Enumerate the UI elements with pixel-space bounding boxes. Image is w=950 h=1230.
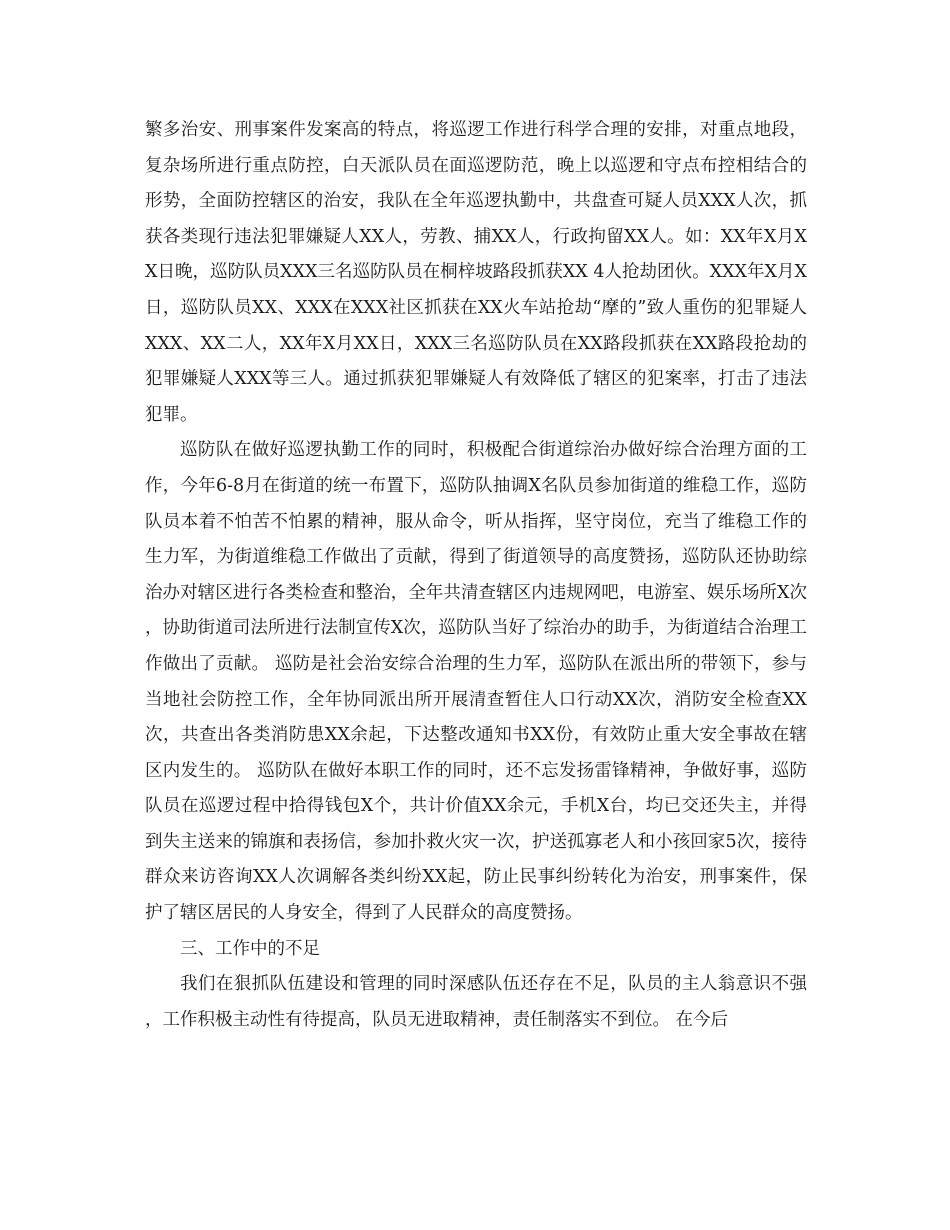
document-body [145, 113, 807, 1038]
paragraph-cooperation-work: 巡防队在做好巡逻执勤工作的同时，积极配合街道综治办做好综合治理方面的工作，今年6-8月在街道的统一布置下，巡防队抽调X名队员参加街道的维稳工作，巡防队员本着不怕苦不怕累的精神，服从命令，听从指挥，坚守岗位，充当了维稳工作的生力军，为街道维稳工作做出了贡献，得到了街道领导的高度赞扬，巡防队还协助综治办对辖区进行各类检查和整治，全年共清查辖区内违规网吧，电游室、娱乐场所X次，协助街道司法所进行法制宣传X次，巡防队当好了综治办的助手，为街道结合治理工作做出了贡献。 巡防是社会治安综合治理的生力军，巡防队在派出所的带领下，参与当地社会防控工作，全年协同派出所开展清查暂住人口行动XX次，消防安全检查XX次，共查出各类消防患XX余起，下达整改通知书XX份，有效防止重大安全事故在辖区内发生的。 巡防队在做好本职工作的同时，还不忘发扬雷锋精神，争做好事，巡防队员在巡逻过程中拾得钱包X个，共计价值XX余元，手机X台，均已交还失主，并得到失主送来的锦旗和表扬信，参加扑救火灾一次，护送孤寡老人和小孩回家5次，接待群众来访咨询XX人次调解各类纠纷XX起，防止民事纠纷转化为治安，刑事案件，保护了辖区居民的人身安全，得到了人民群众的高度赞扬。 [145, 440, 807, 924]
section-heading-shortcomings: 三、工作中的不足 [180, 938, 320, 959]
paragraph-shortcomings: 我们在狠抓队伍建设和管理的同时深感队伍还存在不足，队员的主人翁意识不强，工作积极主动性有待提高，队员无进取精神，责任制落实不到位。 在今后 [145, 974, 807, 1030]
paragraph-patrol-results: 繁多治安、刑事案件发案高的特点，将巡逻工作进行科学合理的安排，对重点地段，复杂场所进行重点防控，白天派队员在面巡逻防范，晚上以巡逻和守点布控相结合的形势，全面防控辖区的治安，我队在全年巡逻执勤中，共盘查可疑人员XXX人次，抓获各类现行违法犯罪嫌疑人XX人，劳教、捕XX人，行政拘留XX人。如：XX年X月XX日晚，巡防队员XXX三名巡防队员在桐梓坡路段抓获XX 4人抢劫团伙。XXX年X月X日，巡防队员XX、XXX在XXX社区抓获在XX火车站抢劫“摩的”致人重伤的犯罪疑人XXX、XX二人，XX年X月XX日，XXX三名巡防队员在XX路段抓获在XX路段抢劫的犯罪嫌疑人XXX等三人。通过抓获犯罪嫌疑人有效降低了辖区的犯案率，打击了违法犯罪。 [145, 120, 807, 425]
